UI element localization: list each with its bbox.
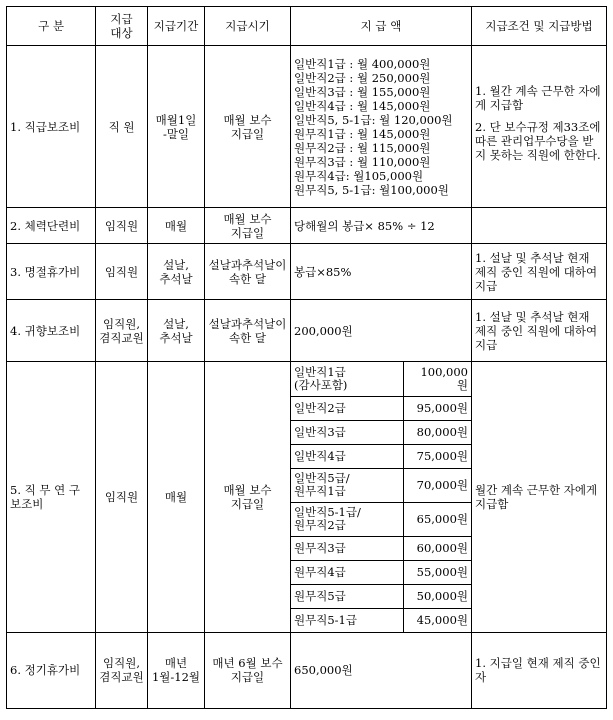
period-cell: 매월 xyxy=(148,208,205,244)
conditions-cell: 월간 계속 근무한 자에게 지급함 xyxy=(472,362,607,633)
grade-amount: 45,000원 xyxy=(403,608,471,632)
table-row xyxy=(7,46,607,208)
grade-name: 원무직4급 xyxy=(291,560,403,584)
grade-amount: 65,000원 xyxy=(403,502,471,536)
header-period: 지급기간 xyxy=(148,7,205,46)
target-cell: 직 원 xyxy=(96,46,148,208)
header-conditions: 지급조건 및 지급방법 xyxy=(472,7,607,46)
conditions-cell xyxy=(472,46,607,208)
condition-text: 2. 단 보수규정 제33조에 따른 관리업무수당을 받지 못하는 직원에 한한다. xyxy=(475,119,601,162)
grade-amount-cell xyxy=(291,362,472,633)
grade-amount: 50,000원 xyxy=(403,584,471,608)
grade-row xyxy=(291,396,471,420)
grade-amount: 95,000원 xyxy=(403,396,471,420)
amount-line: 원무직3급 : 월 110,000원 xyxy=(294,154,431,169)
allowance-table-container xyxy=(6,6,607,709)
amount-line: 일반직5, 5-1급: 월 120,000원 xyxy=(294,112,453,127)
grade-row xyxy=(291,560,471,584)
header-target: 지급 대상 xyxy=(96,7,148,46)
grade-name: 일반직5급/ 원무직1급 xyxy=(291,468,403,502)
amount-line: 원무직2급 : 월 115,000원 xyxy=(294,140,431,155)
amount-line: 원무직1급 : 월 145,000원 xyxy=(294,126,431,141)
amount-line: 원무직4급: 월105,000원 xyxy=(294,168,424,183)
period-cell: 설날, 추석날 xyxy=(148,300,205,362)
header-row xyxy=(7,7,607,46)
amount-cell xyxy=(291,46,472,208)
grade-name: 일반직2급 xyxy=(291,396,403,420)
grade-row xyxy=(291,608,471,632)
header-amount: 지 급 액 xyxy=(291,7,472,46)
category-cell: 3. 명절휴가비 xyxy=(7,244,96,300)
conditions-cell xyxy=(472,208,607,244)
grade-name: 원무직3급 xyxy=(291,536,403,560)
target-cell: 임직원, 겸직교원 xyxy=(96,300,148,362)
amount-line: 일반직4급 : 월 145,000원 xyxy=(294,98,431,113)
timing-cell: 설날과추석날이 속한 달 xyxy=(205,300,291,362)
grade-row xyxy=(291,444,471,468)
timing-cell: 매월 보수 지급일 xyxy=(205,362,291,633)
period-cell: 매년 1월-12월 xyxy=(148,632,205,708)
grade-row xyxy=(291,502,471,536)
target-cell: 임직원 xyxy=(96,208,148,244)
amount-line: 일반직2급 : 월 250,000원 xyxy=(294,70,431,85)
category-cell: 6. 정기휴가비 xyxy=(7,632,96,708)
grade-name: 일반직4급 xyxy=(291,444,403,468)
grade-row xyxy=(291,468,471,502)
conditions-cell: 1. 설날 및 추석날 현재 제직 중인 직원에 대하여 지급 xyxy=(472,300,607,362)
grade-row xyxy=(291,536,471,560)
header-timing: 지급시기 xyxy=(205,7,291,46)
target-cell: 임직원 xyxy=(96,362,148,633)
allowance-table xyxy=(6,6,607,709)
table-row xyxy=(7,300,607,362)
amount-cell: 200,000원 xyxy=(291,300,472,362)
grade-name: 일반직1급 (감사포함) xyxy=(291,362,403,396)
amount-cell: 봉급×85% xyxy=(291,244,472,300)
target-cell: 임직원, 겸직교원 xyxy=(96,632,148,708)
grade-name: 원무직5-1급 xyxy=(291,608,403,632)
grade-amount: 55,000원 xyxy=(403,560,471,584)
conditions-cell: 1. 지급일 현재 제직 중인 자 xyxy=(472,632,607,708)
period-cell: 매월 xyxy=(148,362,205,633)
category-cell: 4. 귀향보조비 xyxy=(7,300,96,362)
condition-text: 1. 월간 계속 근무한 자에게 지급함 xyxy=(475,83,601,112)
amount-line: 원무직5, 5-1급: 월100,000원 xyxy=(294,182,449,197)
target-cell: 임직원 xyxy=(96,244,148,300)
grade-amount: 75,000원 xyxy=(403,444,471,468)
category-cell: 5. 직 무 연 구 보조비 xyxy=(7,362,96,633)
timing-cell: 설날과추석날이 속한 달 xyxy=(205,244,291,300)
grade-amount: 80,000원 xyxy=(403,420,471,444)
category-cell: 1. 직급보조비 xyxy=(7,46,96,208)
grade-name: 일반직3급 xyxy=(291,420,403,444)
period-cell: 설날, 추석날 xyxy=(148,244,205,300)
header-category: 구 분 xyxy=(7,7,96,46)
grade-row xyxy=(291,362,471,396)
amount-cell: 650,000원 xyxy=(291,632,472,708)
timing-cell: 매년 6월 보수 지급일 xyxy=(205,632,291,708)
grade-amount: 60,000원 xyxy=(403,536,471,560)
amount-cell: 당해월의 봉급× 85% ÷ 12 xyxy=(291,208,472,244)
period-cell: 매월1일 -말일 xyxy=(148,46,205,208)
grade-amount: 100,000 원 xyxy=(403,362,471,396)
timing-cell: 매월 보수 지급일 xyxy=(205,46,291,208)
timing-cell: 매월 보수 지급일 xyxy=(205,208,291,244)
grade-name: 원무직5급 xyxy=(291,584,403,608)
amount-line: 일반직1급 : 월 400,000원 xyxy=(294,56,431,71)
amount-line: 일반직3급 : 월 155,000원 xyxy=(294,84,431,99)
table-row xyxy=(7,208,607,244)
grade-amount: 70,000원 xyxy=(403,468,471,502)
table-row xyxy=(7,362,607,633)
table-row xyxy=(7,632,607,708)
grade-row xyxy=(291,420,471,444)
grade-amount-table xyxy=(291,362,471,632)
conditions-cell: 1. 설날 및 추석날 현재 제직 중인 직원에 대하여 지급 xyxy=(472,244,607,300)
category-cell: 2. 체력단련비 xyxy=(7,208,96,244)
table-row xyxy=(7,244,607,300)
grade-row xyxy=(291,584,471,608)
grade-name: 일반직5-1급/ 원무직2급 xyxy=(291,502,403,536)
